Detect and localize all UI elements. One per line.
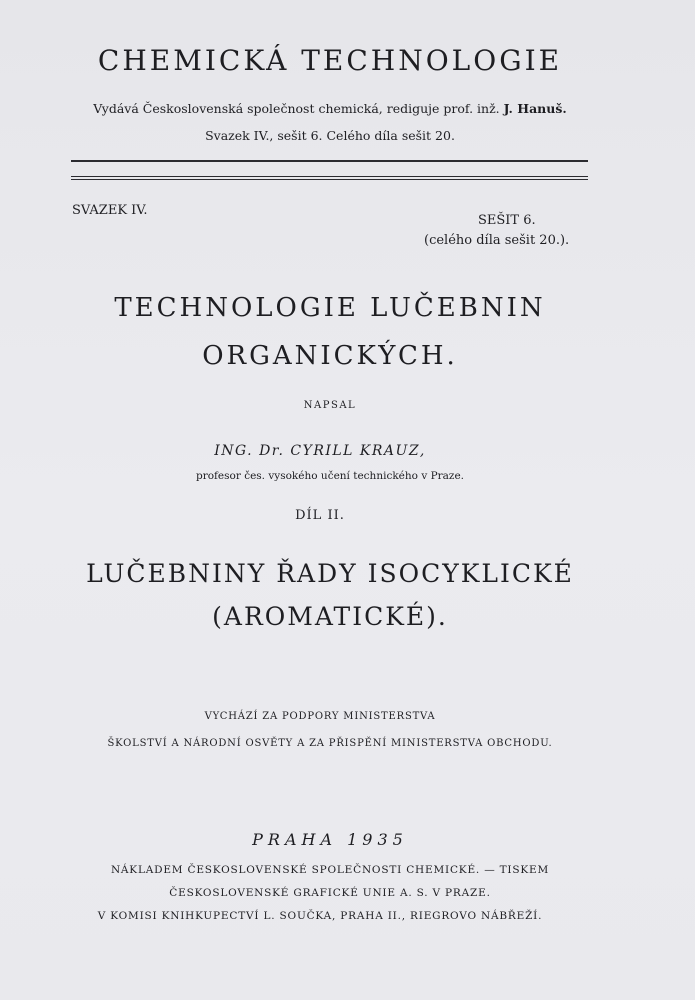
series-publisher-line: [0, 101, 660, 116]
author-name: ING. Dr. CYRILL KRAUZ,: [214, 443, 426, 459]
header-rule-double-2: [71, 179, 588, 180]
subtitle-line-2: (AROMATICKÉ).: [212, 602, 448, 631]
imprint-city-year: PRAHA 1935: [252, 830, 408, 849]
written-by-label: NAPSAL: [303, 400, 357, 411]
imprint-line-3: V KOMISI KNIHKUPECTVÍ L. SOUČKA, PRAHA II., RIEGROVO NÁBŘEŽÍ.: [97, 910, 543, 922]
imprint-line-1: NÁKLADEM ČESKOSLOVENSKÉ SPOLEČNOSTI CHEMICKÉ. — TISKEM: [110, 864, 550, 876]
header-rule-top: [71, 160, 588, 162]
issue-label: SEŠIT 6.: [478, 213, 536, 228]
header-rule-double-1: [71, 176, 588, 177]
book-title-line-2: ORGANICKÝCH.: [202, 341, 458, 371]
series-title: CHEMICKÁ TECHNOLOGIE: [97, 44, 563, 77]
series-volume-line: Svazek IV., sešit 6. Celého díla sešit 20.: [205, 128, 455, 143]
support-line-2: ŠKOLSTVÍ A NÁRODNÍ OSVĚTY A ZA PŘISPĚNÍ MINISTERSTVA OBCHODU.: [107, 738, 553, 749]
book-title-line-1: TECHNOLOGIE LUČEBNIN: [114, 293, 546, 323]
issue-sub-label: (celého díla sešit 20.).: [424, 233, 570, 248]
author-position: profesor čes. vysokého učení technického v Praze.: [195, 470, 465, 482]
part-label: DÍL II.: [295, 508, 345, 523]
support-line-1: VYCHÁZÍ ZA PODPORY MINISTERSTVA: [204, 711, 436, 722]
subtitle-line-1: LUČEBNINY ŘADY ISOCYKLICKÉ: [86, 559, 574, 588]
editor-name: J. Hanuš.: [503, 101, 567, 116]
publisher-text: Vydává Československá společnost chemická, rediguje prof. inž.: [93, 101, 500, 116]
volume-label: SVAZEK IV.: [72, 203, 148, 218]
imprint-line-2: ČESKOSLOVENSKÉ GRAFICKÉ UNIE A. S. V PRAZE.: [169, 887, 491, 899]
